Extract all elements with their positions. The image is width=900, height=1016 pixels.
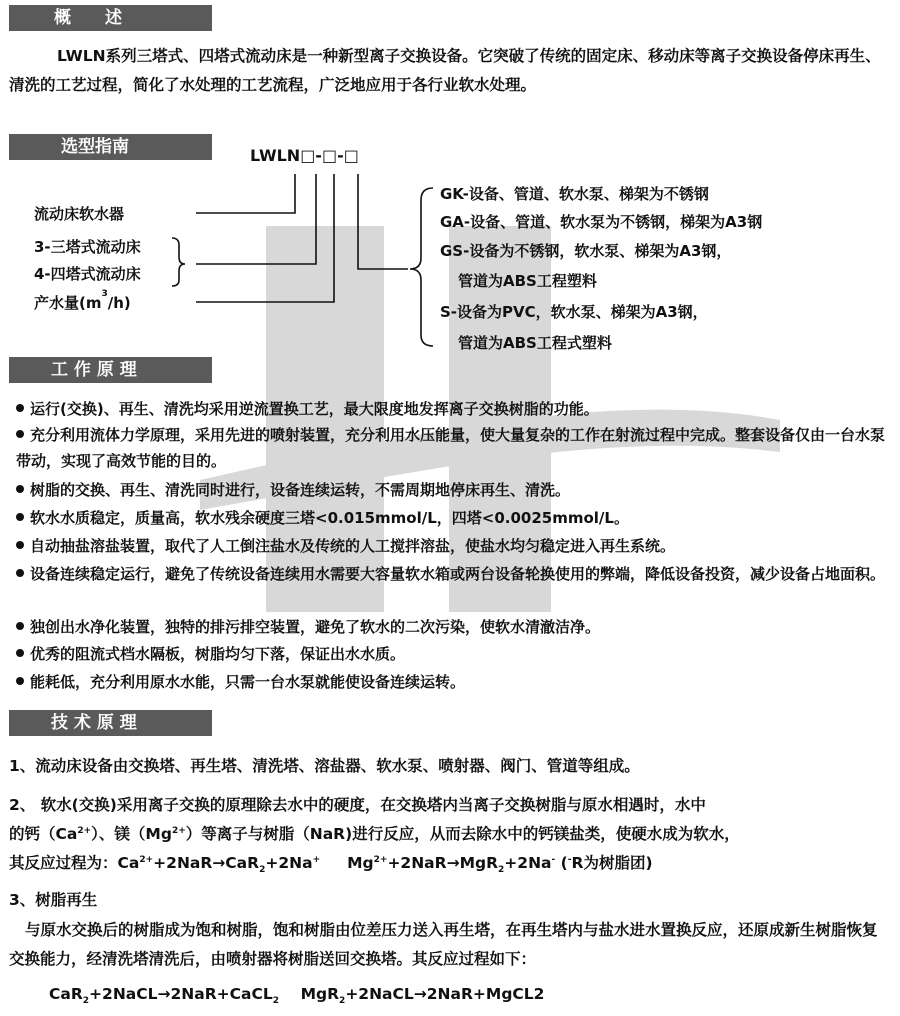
option-s-cont: 管道为ABS工程式塑料 (458, 334, 612, 352)
technical-item-2-line2: 的钙$(Ca^{2+})$、镁$(Mg^{2+})$等离子与树脂（NaR)进行反应，从而去除水中的钙镁盐类，使硬水成为软水， (9, 825, 740, 843)
technical-item-3-title: 3、树脂再生 (9, 891, 98, 909)
bullet-item: 软水水质稳定，质量高，软水残余硬度三塔<0.015mmol/L，四塔<0.0025mmol/L。 (16, 505, 896, 531)
option-gs: GS-设备为不锈钢，软水泵、梯架为A3钢， (440, 242, 732, 260)
bullet-dot-icon (16, 677, 24, 685)
bullet-dot-icon (16, 404, 24, 412)
technical-item-1: 1、流动床设备由交换塔、再生塔、清洗塔、溶盐器、软水泵、喷射器、阀门、管道等组成。 (9, 757, 640, 775)
working-title: 工 作 原 理 (51, 360, 137, 380)
option-gk: GK-设备、管道、软水泵、梯架为不锈钢 (440, 185, 709, 203)
bullet-dot-icon (16, 649, 24, 657)
overview-title: 概 述 (54, 8, 122, 28)
technical-item-2-line1: 2、 软水(交换)采用离子交换的原理除去水中的硬度，在交换塔内当离子交换树脂与原水相遇时，水中 (9, 796, 706, 814)
section-header-overview (9, 5, 212, 31)
bullet-item: 独创出水净化装置，独特的排污排空装置，避免了软水的二次污染，使软水清澈洁净。 (16, 614, 896, 640)
label-four-tower: 4-四塔式流动床 (34, 265, 141, 283)
bullet-dot-icon (16, 622, 24, 630)
bullet-item: 自动抽盐溶盐装置，取代了人工倒注盐水及传统的人工搅拌溶盐，使盐水均匀稳定进入再生系统。 (16, 533, 896, 559)
technical-item-3-equation: CaR$_2$+2NaCL→2NaR+CaCL$_2$ MgR$_2$+2NaCL→2NaR+MgCL2 (49, 985, 545, 1007)
label-device: 流动床软水器 (34, 205, 125, 223)
bullet-dot-icon (16, 569, 24, 577)
bullet-item: 设备连续稳定运行，避免了传统设备连续用水需要大容量软水箱或两台设备轮换使用的弊端，降低设备投资，减少设备占地面积。 (16, 561, 896, 587)
bullet-item: 能耗低，充分利用原水水能，只需一台水泵就能使设备连续运转。 (16, 669, 896, 695)
brace-small (172, 238, 185, 286)
section-header-working (9, 357, 212, 383)
section-header-selection (9, 134, 212, 160)
technical-title: 技 术 原 理 (51, 713, 137, 733)
bullet-item: 运行(交换)、再生、清洗均采用逆流置换工艺，最大限度地发挥离子交换树脂的功能。 (16, 396, 896, 422)
line-output (196, 174, 334, 302)
line-material (358, 174, 408, 269)
line-device (196, 174, 295, 213)
bullet-dot-icon (16, 513, 24, 521)
bullet-item: 充分利用流体力学原理，采用先进的喷射装置，充分利用水压能量，使大量复杂的工作在射流过程中完成。整套设备仅由一台水泵带动，实现了高效节能的目的。 (16, 426, 886, 470)
option-ga: GA-设备、管道、软水泵为不锈钢，梯架为A3钢 (440, 213, 763, 231)
section-header-technical (9, 710, 212, 736)
bullet-item: 优秀的阻流式档水隔板，树脂均匀下落，保证出水水质。 (16, 641, 896, 667)
label-output: 产水量$(m^3/h)$ (34, 289, 131, 312)
option-gs-cont: 管道为ABS工程塑料 (458, 272, 597, 290)
bullet-item: 树脂的交换、再生、清洗同时进行，设备连续运转，不需周期地停床再生、清洗。 (16, 477, 896, 503)
technical-item-3-text: 与原水交换后的树脂成为饱和树脂，饱和树脂由位差压力送入再生塔，在再生塔内与盐水进水置换反应，还原成新生树脂恢复交换能力，经清洗塔清洗后，由喷射器将树脂送回交换塔。其反应过程如下： (9, 921, 878, 968)
brace-large (410, 188, 433, 346)
bullet-dot-icon (16, 430, 24, 438)
label-three-tower: 3-三塔式流动床 (34, 238, 141, 256)
model-code: LWLN□-□-□ (250, 146, 359, 165)
overview-paragraph: LWLN系列三塔式、四塔式流动床是一种新型离子交换设备。它突破了传统的固定床、移动床等离子交换设备停床再生、清洗的工艺过程，简化了水处理的工艺流程，广泛地应用于各行业软水处理。 (9, 47, 881, 94)
bullet-dot-icon (16, 485, 24, 493)
line-type (196, 174, 316, 264)
option-s: S-设备为PVC，软水泵、梯架为A3钢， (440, 303, 708, 321)
bullet-dot-icon (16, 541, 24, 549)
technical-item-2-reaction: 其反应过程为：$Ca^{2+}+2NaR\to CaR_2+2Na^+$ $Mg^{2+}+2NaR\to MgR_2+2Na^-$ (-R为树脂团) (9, 854, 653, 876)
selection-title: 选型指南 (61, 137, 129, 157)
